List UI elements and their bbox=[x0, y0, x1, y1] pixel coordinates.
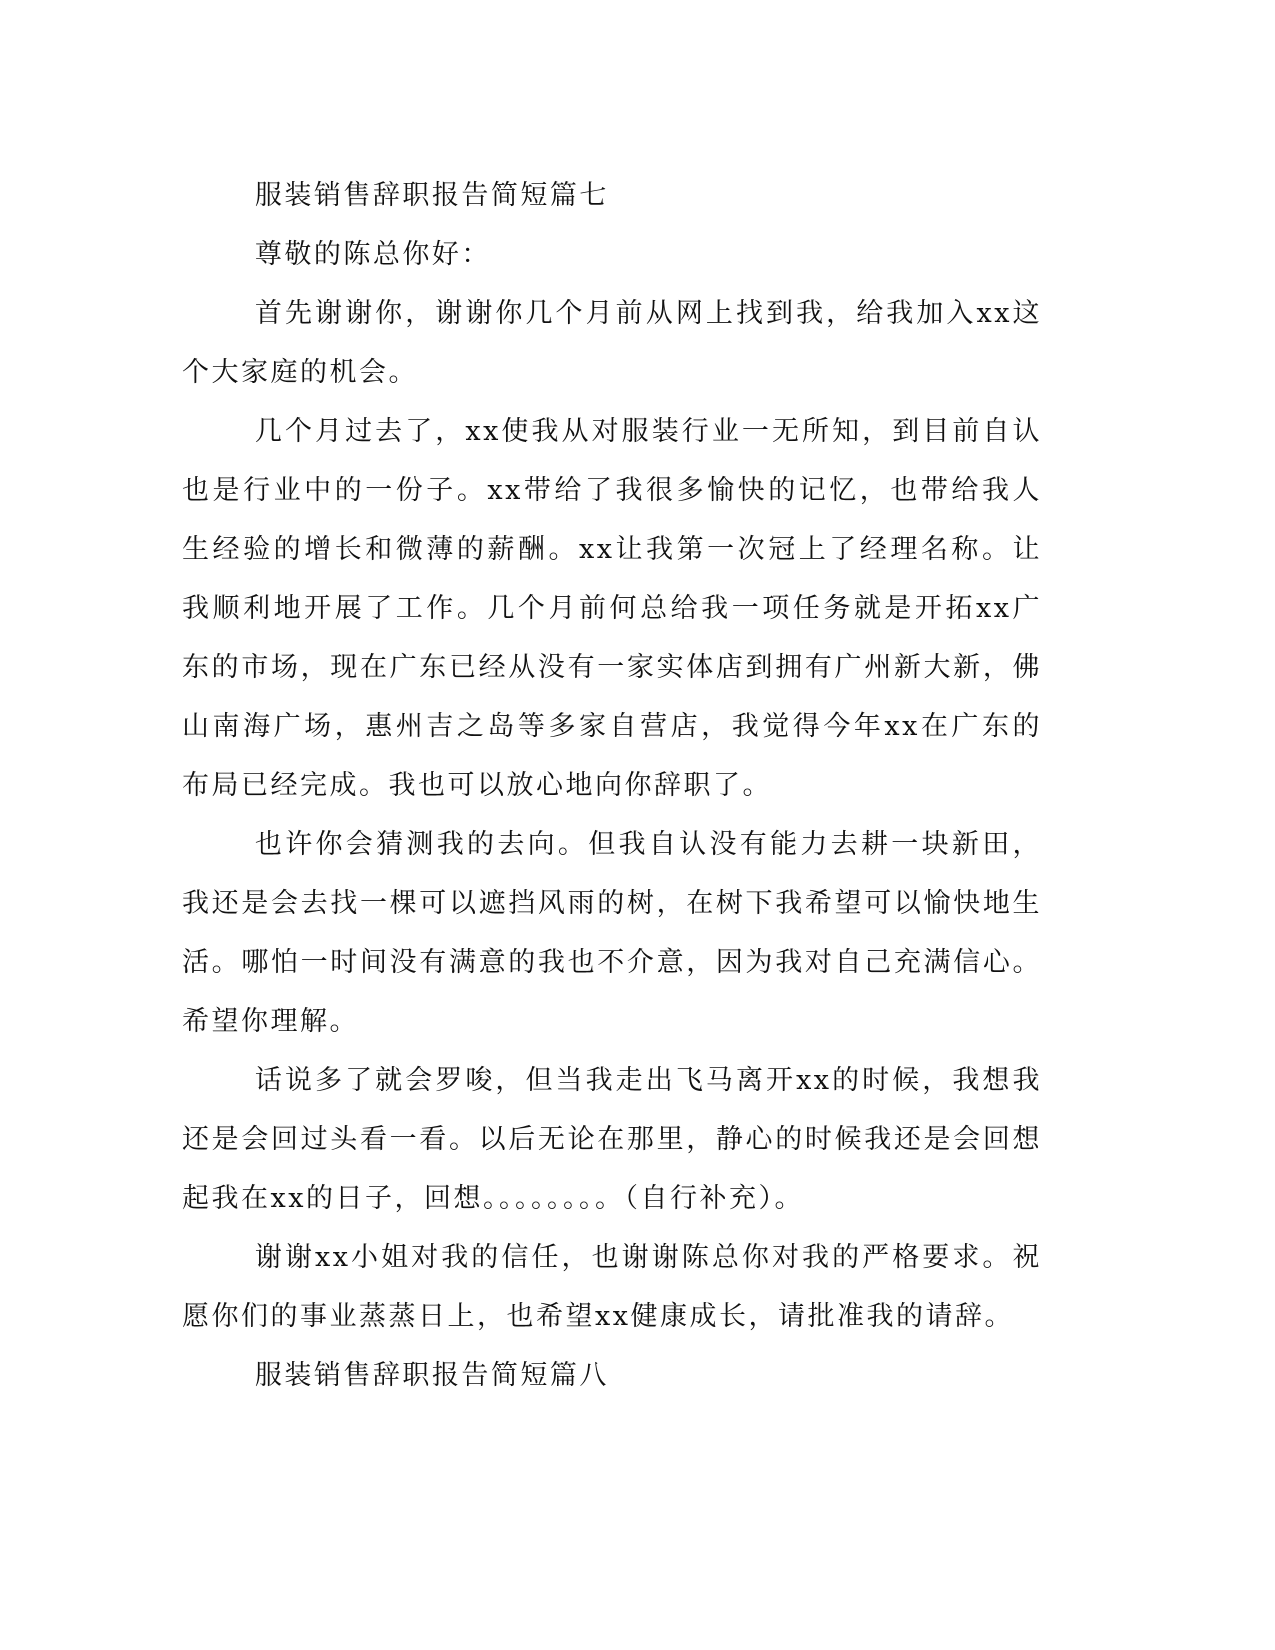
body-paragraph: 话说多了就会罗唆，但当我走出飞马离开xx的时候，我想我还是会回过头看一看。以后无论在那里，静心的时候我还是会回想起我在xx的日子，回想。。。。。。。。（自行补充）。 bbox=[182, 1065, 1042, 1214]
section-heading-8: 服装销售辞职报告简短篇八 bbox=[254, 1360, 609, 1391]
body-paragraph: 首先谢谢你，谢谢你几个月前从网上找到我，给我加入xx这个大家庭的机会。 bbox=[182, 298, 1042, 388]
salutation: 尊敬的陈总你好： bbox=[254, 239, 491, 270]
body-paragraph: 几个月过去了，xx使我从对服装行业一无所知，到目前自认也是行业中的一份子。xx带给了我很多愉快的记忆，也带给我人生经验的增长和微薄的薪酬。xx让我第一次冠上了经理名称。让我顺利地开展了工作。几个月前何总给我一项任务就是开拓xx广东的市场，现在广东已经从没有一家实体店到拥有广州新大新，佛山南海广场，惠州吉之岛等多家自营店，我觉得今年xx在广东的布局已经完成。我也可以放心地向你辞职了。 bbox=[182, 416, 1042, 801]
section-heading-7: 服装销售辞职报告简短篇七 bbox=[254, 180, 609, 211]
document-body bbox=[182, 166, 1042, 1405]
body-paragraph: 谢谢xx小姐对我的信任，也谢谢陈总你对我的严格要求。祝愿你们的事业蒸蒸日上，也希望xx健康成长，请批准我的请辞。 bbox=[182, 1242, 1042, 1332]
body-paragraph: 也许你会猜测我的去向。但我自认没有能力去耕一块新田，我还是会去找一棵可以遮挡风雨的树，在树下我希望可以愉快地生活。哪怕一时间没有满意的我也不介意，因为我对自己充满信心。希望你理解。 bbox=[182, 829, 1042, 1037]
